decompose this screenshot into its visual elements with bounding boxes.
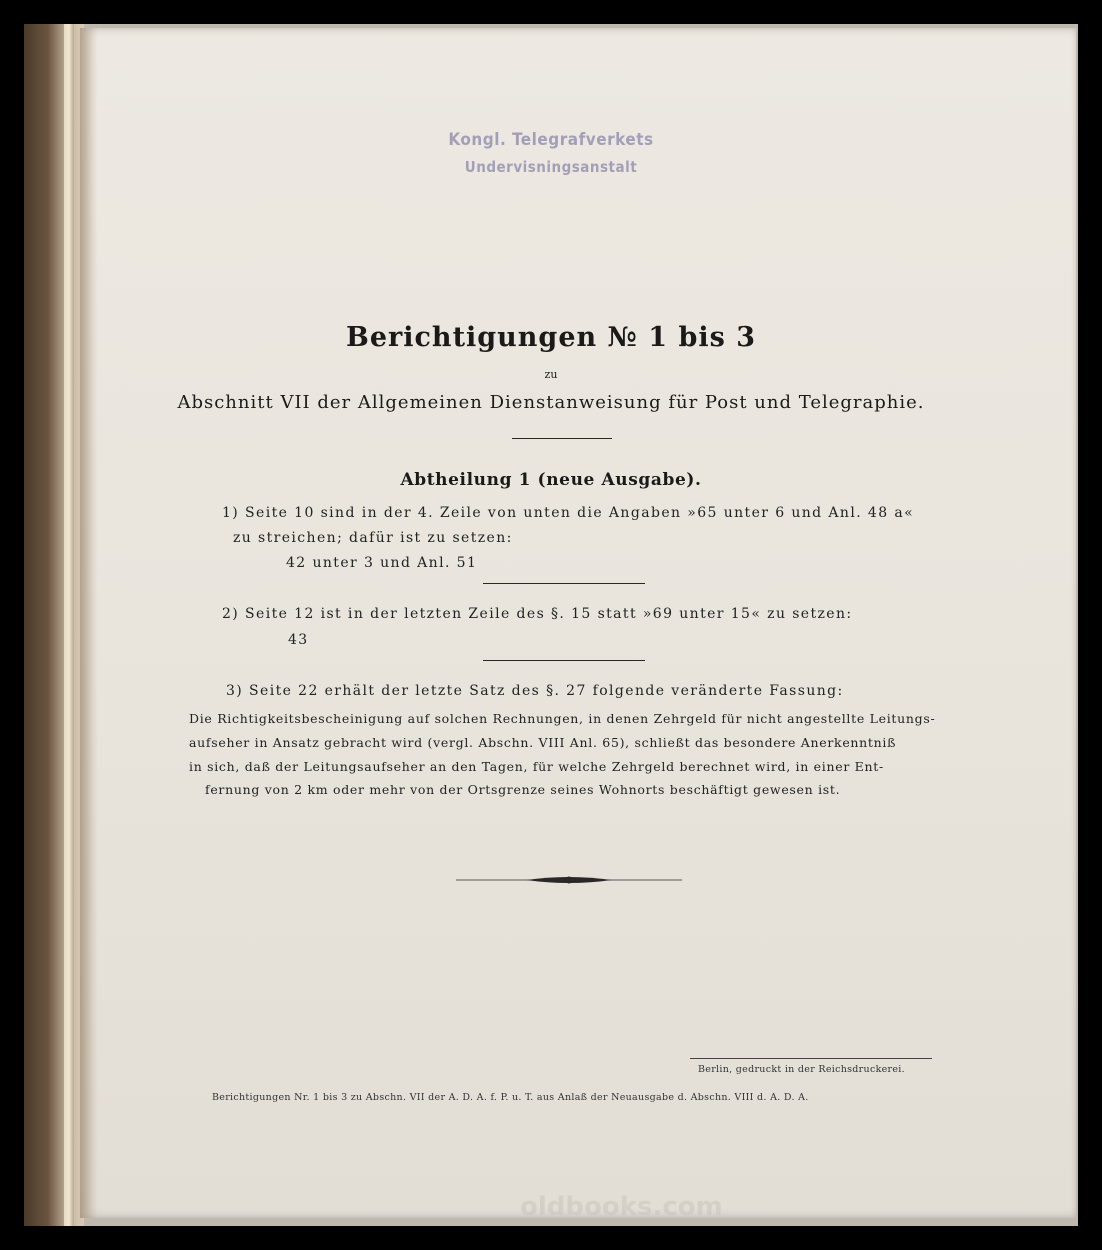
book-spine <box>24 24 84 1226</box>
title-connector: zu <box>544 368 558 381</box>
item-divider-1 <box>483 583 645 584</box>
page-edges <box>64 24 74 1226</box>
page-gutter-shadow <box>80 28 98 1218</box>
document-subtitle: Abschnitt VII der Allgemeinen Dienstanweisung für Post und Telegraphie. <box>177 392 925 413</box>
printer-rule <box>690 1058 932 1059</box>
item-1-line-1: 1) Seite 10 sind in der 4. Zeile von unten die Angaben »65 unter 6 und Anl. 48 a« <box>222 505 915 521</box>
section-heading: Abtheilung 1 (neue Ausgabe). <box>400 470 702 490</box>
item-3-paragraph-line-1: Die Richtigkeitsbescheinigung auf solchen Rechnungen, in denen Zehrgeld für nicht angestellte Leitungs- <box>189 711 936 726</box>
item-3-paragraph-line-4: fernung von 2 km oder mehr von der Ortsgrenze seines Wohnorts beschäftigt gewesen ist. <box>205 782 841 797</box>
ornamental-divider <box>456 872 682 888</box>
library-stamp-line2: Undervisningsanstalt <box>464 158 638 176</box>
item-3-line-1: 3) Seite 22 erhält der letzte Satz des §. 27 folgende veränderte Fassung: <box>226 683 844 699</box>
watermark: oldbooks.com <box>520 1192 723 1222</box>
item-2-replacement: 43 <box>288 632 309 648</box>
library-stamp-line1: Kongl. Telegrafverkets <box>448 130 654 150</box>
title-divider <box>512 438 612 439</box>
item-3-paragraph-line-3: in sich, daß der Leitungsaufseher an den Tagen, für welche Zehrgeld berechnet wird, in einer Ent- <box>189 759 884 774</box>
item-1-replacement: 42 unter 3 und Anl. 51 <box>286 555 478 571</box>
item-3-paragraph-line-2: aufseher in Ansatz gebracht wird (vergl. Abschn. VIII Anl. 65), schließt das besondere Anerkenntniß <box>189 735 897 750</box>
document-page <box>80 28 1076 1218</box>
document-title: Berichtigungen № 1 bis 3 <box>346 322 756 353</box>
item-divider-2 <box>483 660 645 661</box>
item-2-line-1: 2) Seite 12 ist in der letzten Zeile des §. 15 statt »69 unter 15« zu setzen: <box>222 606 853 622</box>
printer-imprint: Berlin, gedruckt in der Reichsdruckerei. <box>698 1064 905 1075</box>
footer-note: Berichtigungen Nr. 1 bis 3 zu Abschn. VII der A. D. A. f. P. u. T. aus Anlaß der Neuausgabe d. Abschn. VIII d. A. D. A. <box>212 1092 809 1103</box>
item-1-line-2: zu streichen; dafür ist zu setzen: <box>233 530 513 546</box>
